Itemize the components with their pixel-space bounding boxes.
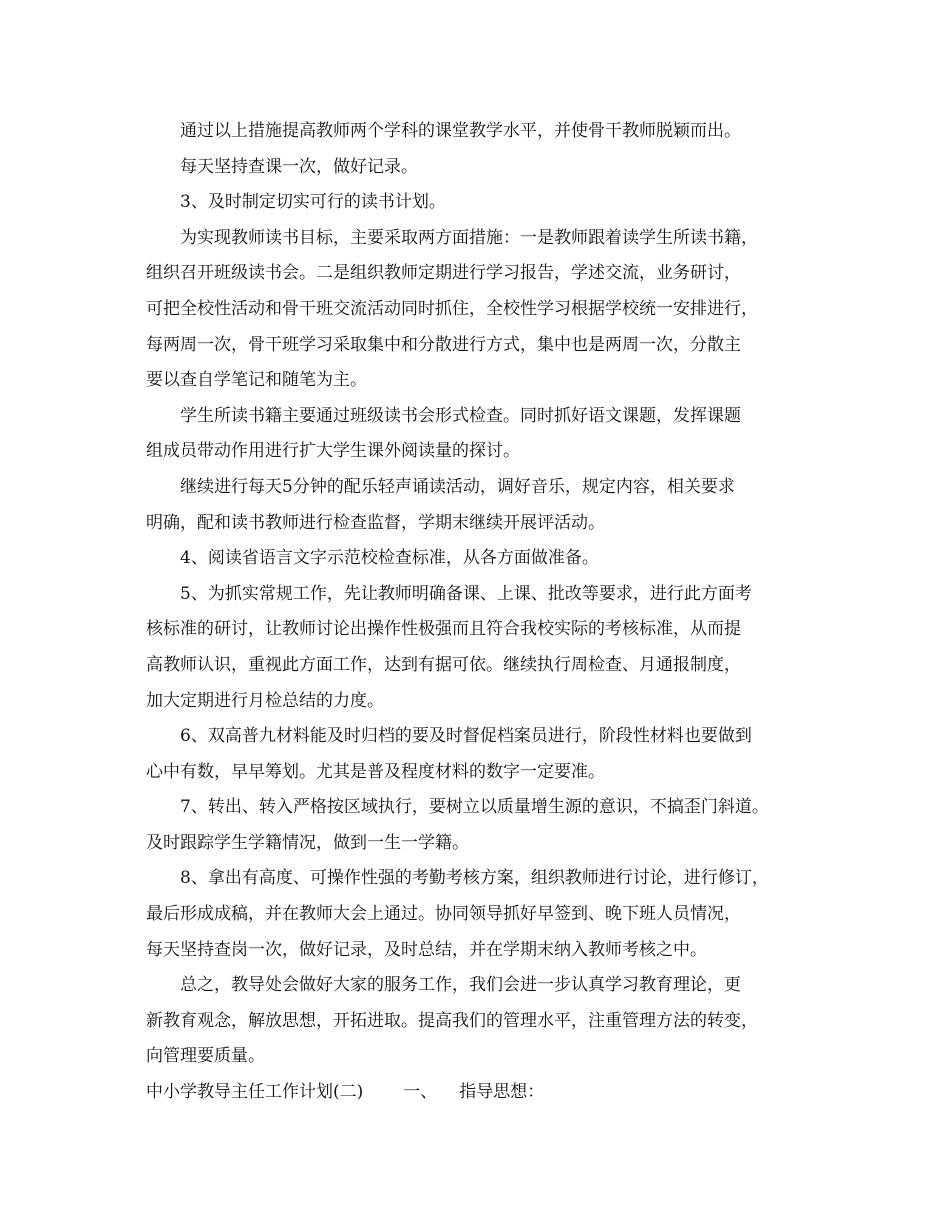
text-line: 向管理要质量。 [146,1046,265,1067]
text-line: 可把全校性活动和骨干班交流活动同时抓住，全校性学习根据学校统一安排进行， [146,298,758,319]
section-number: 一、 [403,1082,438,1103]
text-line: 及时跟踪学生学籍情况，做到一生一学籍。 [146,832,469,853]
text-line: 6、双高普九材料能及时归档的要及时督促档案员进行，阶段性材料也要做到 [180,726,752,747]
text-line: 为实现教师读书目标，主要采取两方面措施：一是教师跟着读学生所读书籍， [180,227,758,248]
text-line: 继续进行每天5分钟的配乐轻声诵读活动，调好音乐，规定内容，相关要求 [180,476,735,497]
paragraph-lines [146,114,826,1075]
text-line: 组织召开班级读书会。二是组织教师定期进行学习报告，学述交流，业务研讨， [146,263,741,284]
text-line: 3、及时制定切实可行的读书计划。 [180,192,446,213]
text-line: 组成员带动作用进行扩大学生课外阅读量的探讨。 [146,441,520,462]
text-line: 加大定期进行月检总结的力度。 [146,690,384,711]
section-title-line [146,1075,826,1111]
text-line: 高教师认识，重视此方面工作，达到有据可依。继续执行周检查、月通报制度， [146,654,741,675]
document-body [146,114,826,1111]
text-line: 总之，教导处会做好大家的服务工作，我们会进一步认真学习教育理论，更 [180,975,741,996]
text-line: 学生所读书籍主要通过班级读书会形式检查。同时抓好语文课题，发挥课题 [180,405,741,426]
text-line: 要以查自学笔记和随笔为主。 [146,370,367,391]
section-heading: 指导思想： [459,1082,545,1103]
text-line: 每天坚持查课一次，做好记录。 [180,156,418,177]
text-line: 5、为抓实常规工作，先让教师明确备课、上课、批改等要求，进行此方面考 [180,583,752,604]
section-title: 中小学教导主任工作计划(二) [146,1082,364,1103]
text-line: 7、转出、转入严格按区域执行，要树立以质量增生源的意识，不搞歪门斜道。 [180,797,769,818]
text-line: 最后形成成稿，并在教师大会上通过。协同领导抓好早签到、晚下班人员情况， [146,904,741,925]
text-line: 新教育观念，解放思想，开拓进取。提高我们的管理水平，注重管理方法的转变， [146,1010,758,1031]
text-line: 通过以上措施提高教师两个学科的课堂教学水平，并使骨干教师脱颖而出。 [180,121,741,141]
text-line: 心中有数，早早筹划。尤其是普及程度材料的数字一定要准。 [146,761,605,782]
text-line: 核标准的研讨，让教师讨论出操作性极强而且符合我校实际的考核标准，从而提 [146,619,741,640]
text-line: 每天坚持查岗一次，做好记录，及时总结，并在学期末纳入教师考核之中。 [146,939,707,960]
text-line: 每两周一次，骨干班学习采取集中和分散进行方式，集中也是两周一次，分散主 [146,334,741,355]
text-line: 明确，配和读书教师进行检查监督，学期末继续开展评活动。 [146,512,605,533]
text-line: 4、阅读省语言文字示范校检查标准，从各方面做准备。 [180,548,599,569]
text-line: 8、拿出有高度、可操作性强的考勤考核方案，组织教师进行讨论，进行修订， [180,868,769,889]
